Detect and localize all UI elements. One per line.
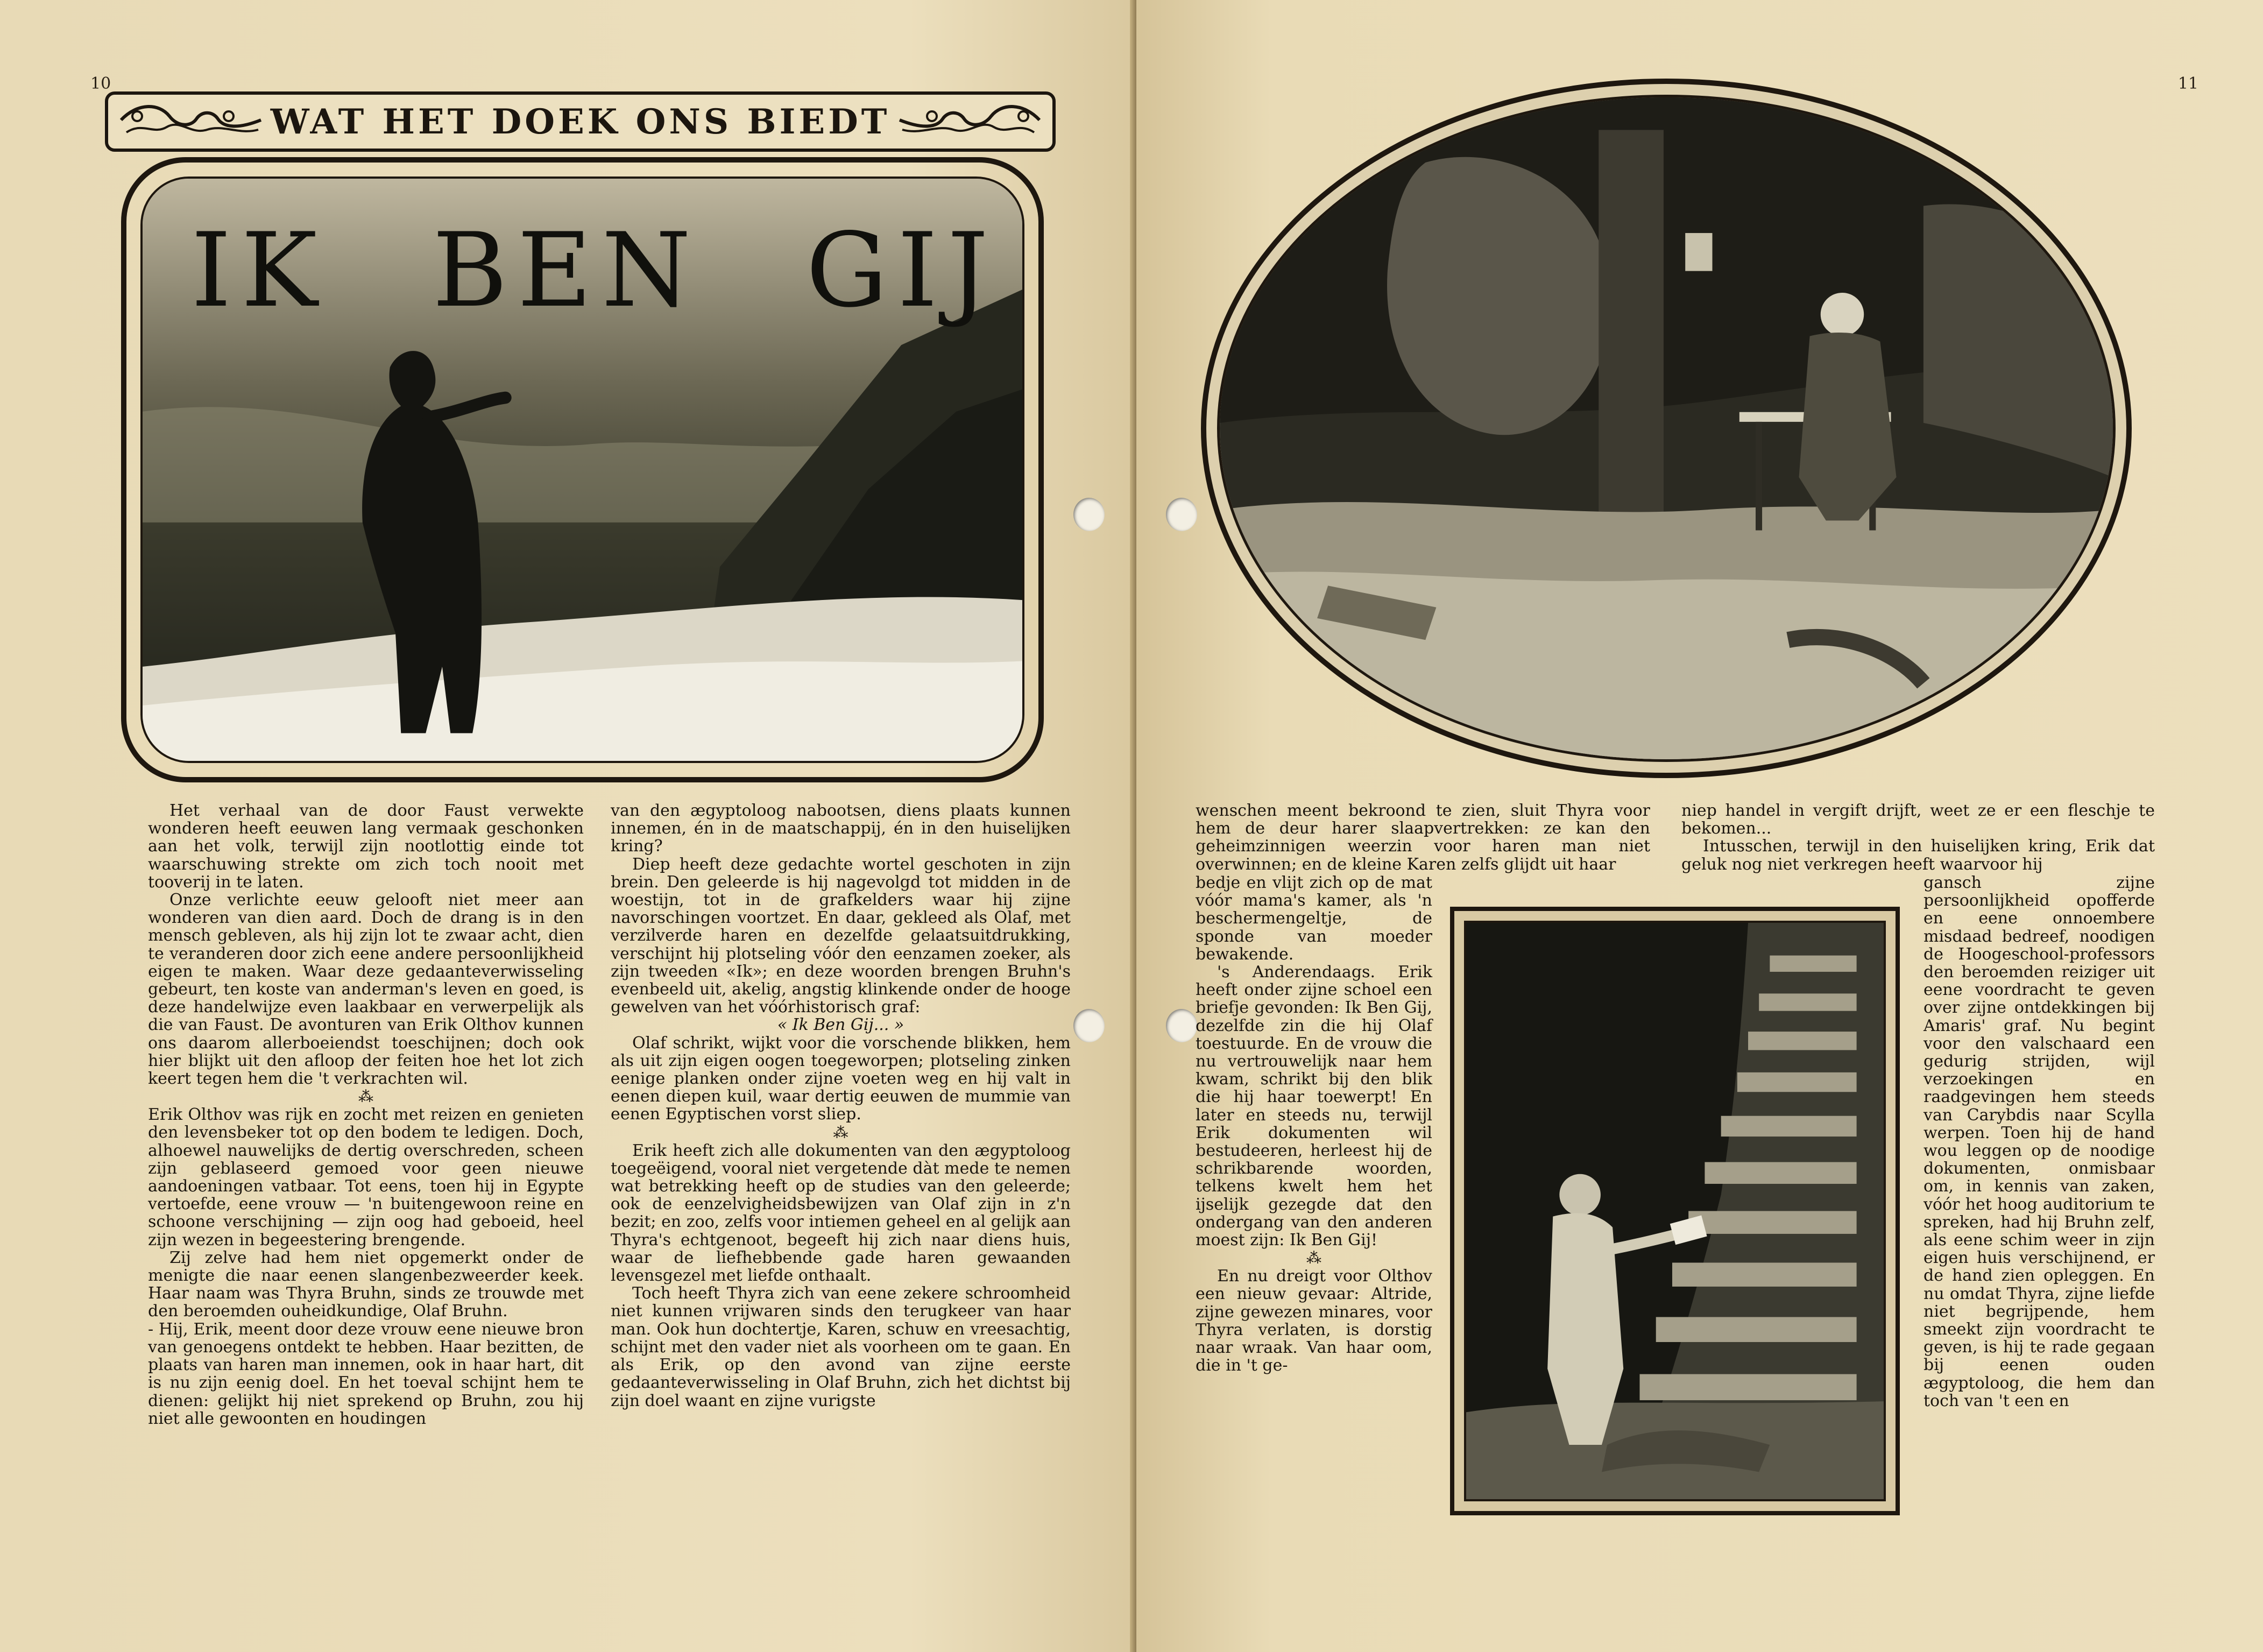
page-number-right: 11 [2177, 74, 2198, 93]
paragraph: Intusschen, terwijl in den huiselijken kring, Erik dat geluk nog niet verkregen heeft waarvoor hij [1681, 837, 2155, 874]
section-divider-stars-icon: ⁂ [833, 1123, 848, 1141]
film-title-word-3: GIJ [805, 211, 998, 330]
article-column-4-top [1681, 802, 2155, 873]
section-header-banner [105, 91, 1056, 152]
paragraph: En nu dreigt voor Olthov een nieuw gevaar: Altride, zijne gewezen minares, voor Thyra verlaten, is dorstig naar wraak. Van haar oom, die in 't ge- [1196, 1267, 1432, 1375]
paragraph: Het verhaal van de door Faust verwekte wonderen heeft eeuwen lang vermaak geschonken aan het volk, terwijl zijn nootlottig einde tot waarschuwing strekte om zich toch nooit met tooverij in te laten. [148, 801, 584, 892]
section-divider-stars-icon: ⁂ [358, 1088, 373, 1106]
paragraph: van den ægyptoloog nabootsen, diens plaats kunnen innemen, én in de maatschappij, én in den huiselijken kring? [611, 801, 1071, 856]
tomb-photo [1217, 95, 2116, 762]
paragraph: Erik heeft zich alle dokumenten van den ægyptoloog toegeëigend, vooral niet vergetende dàt mede te nemen wat betrekking heeft op de studies van den geleerde; ook de eenzelvigheidsbewijzen van Olaf zijn in z'n bezit; en zoo, zelfs voor intiemen geheel en al gelijk aan Thyra's echtgenoot, begeeft hij zich naar diens huis, waar de liefhebbende gade haren gewaanden levensgezel met liefde onthaalt. [611, 1141, 1071, 1286]
binder-hole [1166, 1009, 1197, 1042]
scroll-ornament-left-icon [116, 100, 266, 140]
paragraph: Zij zelve had hem niet opgemerkt onder de menigte die naar eenen slangenbezweerder keek. Haar naam was Thyra Bruhn, sinds ze trouwde met den beroemden ouheidkundige, Olaf Bruhn. [148, 1248, 584, 1321]
page-number-left: 10 [90, 74, 111, 93]
film-title-word-2: BEN [432, 211, 701, 330]
paragraph: Erik Olthov was rijk en zocht met reizen en genieten den levensbeker tot op den bodem te ledigen. Doch, alhoewel nauwelijks de dertig overschreden, scheen zijn geblaseerd gemoed voor geen nieuwe aandoeningen vatbaar. Tot eens, toen hij in Egypte vertoefde, eene vrouw — 'n buitengewoon reine en schoone verschijning — zijn oog had geboeid, heel zijn wezen in begeestering brengende. [148, 1105, 584, 1249]
article-column-2 [611, 802, 1071, 1410]
mountain-photo-frame [121, 157, 1044, 782]
paragraph: Diep heeft deze gedachte wortel geschoten in zijn brein. Den geleerde is hij nagevolgd tot midden in de woestijn, tot in de grafkelders waar hij zijne navorschingen voortzet. En daar, gekleed als Olaf, met verzilverde haren en dezelfde gelaatsuitdrukking, verschijnt hij plotseling vóór den eenzamen zoeker, als zijn tweeden «Ik»; en deze woorden brengen Bruhn's evenbeeld uit, akelig, angstig klinkende onder de hooge gewelven van het vóórhistorisch graf: [611, 855, 1071, 1017]
paragraph: 's Anderendaags. Erik heeft onder zijne schoel een briefje gevonden: Ik Ben Gij, dezelfde zin die hij Olaf toestuurde. En de vrouw die nu vertrouwelijk naar hem kwam, schrikt bij den blik die hij haar toewerpt! En later en steeds nu, terwijl Erik dokumenten wil bestudeeren, herleest hij de schrikbarende woorden, telkens kwelt hem het ijselijk gezegde dat den ondergang van den anderen moest zijn: Ik Ben Gij! [1196, 963, 1432, 1250]
staircase-photo-frame [1450, 907, 1900, 1515]
paragraph: Onze verlichte eeuw gelooft niet meer aan wonderen van dien aard. Doch de drang is in den mensch gebleven, als hij zijn lot te zwaar acht, dien te veranderen door zich eene andere persoonlijkheid eigen te maken. Waar deze gedaanteverwisseling gebeurt, ten koste van anderman's leven en goed, is deze handelwijze even laakbaar en verwerpelijk als die van Faust. De avonturen van Erik Olthov kunnen ons daarom allerboeiendst toeschijnen; doch ook hier blijkt uit den afloop der feiten hoe het lot zich keert tegen hem die 't verkrachten wil. [148, 891, 584, 1089]
paragraph: Toch heeft Thyra zich van eene zekere schroomheid niet kunnen vrijwaren sinds den terugkeer van haar man. Ook hun dochtertje, Karen, schuw en vreesachtig, schijnt met den vader niet als voorheen om te gaan. En als Erik, op den avond van zijne eerste gedaanteverwisseling in Olaf Bruhn, zich het dichtst bij zijn doel waant en zijne vurigste [611, 1284, 1071, 1410]
article-column-3-narrow [1196, 874, 1432, 1374]
mountain-photo [140, 177, 1024, 763]
binder-hole [1166, 498, 1197, 531]
section-header-title: WAT HET DOEK ONS BIEDT [270, 101, 890, 142]
film-title-word-1: IK [191, 211, 327, 330]
film-title [191, 211, 998, 330]
article-column-4-narrow [1923, 874, 2155, 1410]
staircase-photo [1464, 921, 1886, 1501]
staircase-scene-illustration [1466, 923, 1884, 1499]
paragraph: bedje en vlijt zich op de mat vóór mama's kamer, als 'n beschermengeltje, de sponde van moeder bewakende. [1196, 873, 1432, 964]
binder-hole [1073, 1009, 1105, 1042]
tomb-photo-oval-frame [1201, 79, 2132, 778]
section-divider-stars-icon: ⁂ [1306, 1249, 1321, 1267]
quote-line: « Ik Ben Gij... » [777, 1015, 904, 1035]
paragraph: wenschen meent bekroond te zien, sluit Thyra voor hem de deur harer slaapvertrekken: ze kan den geheimzinnigen weerzin voor haren man niet overwinnen; en de kleine Karen zelfs glijdt uit haar [1196, 801, 1650, 874]
scroll-ornament-right-icon [894, 100, 1045, 140]
paragraph: niep handel in vergift drijft, weet ze er een fleschje te bekomen... [1681, 801, 2155, 838]
binder-hole [1073, 498, 1105, 531]
article-column-1 [148, 802, 584, 1428]
paragraph: Olaf schrikt, wijkt voor die vorschende blikken, hem als uit zijn eigen oogen toegeworpen; plotseling zinken eenige planken onder zijne voeten weg en hij valt in eenen diepen kuil, waar dertig eeuwen de mummie van eenen Egyptischen vorst sliep. [611, 1033, 1071, 1124]
paragraph: - Hij, Erik, meent door deze vrouw eene nieuwe bron van genoegens ontdekt te hebben. Haar bezitten, de plaats van haren man innemen, ook in haar hart, dit is nu zijn eenig doel. En het toeval schijnt hem te dienen: gelijkt hij niet sprekend op Bruhn, zou hij niet alle gewoonten en houdingen [148, 1319, 584, 1428]
paragraph: gansch zijne persoonlijkheid opofferde en eene onnoembere misdaad bedreef, noodigen de Hoogeschool-professors den beroemden reiziger uit eene voordracht te geven over zijne ontdekkingen bij Amaris' graf. Nu begint voor den valschaard een gedurig strijden, wijl verzoekingen en raadgevingen hem steeds van Carybdis naar Scylla werpen. Toen hij de hand wou leggen op de noodige dokumenten, onmisbaar om, in kennis van zaken, vóór het hoog auditorium te spreken, had hij Bruhn zelf, als eene schim weer in zijn eigen huis verschijnend, er de hand zien opleggen. En nu omdat Thyra, zijne liefde niet begrijpende, hem smeekt zijn voordracht te geven, is hij te rade gegaan bij eenen ouden ægyptoloog, die hem dan toch van 't een en [1923, 873, 2155, 1410]
tomb-scene-illustration [1220, 97, 2113, 759]
article-column-3-top [1196, 802, 1650, 873]
